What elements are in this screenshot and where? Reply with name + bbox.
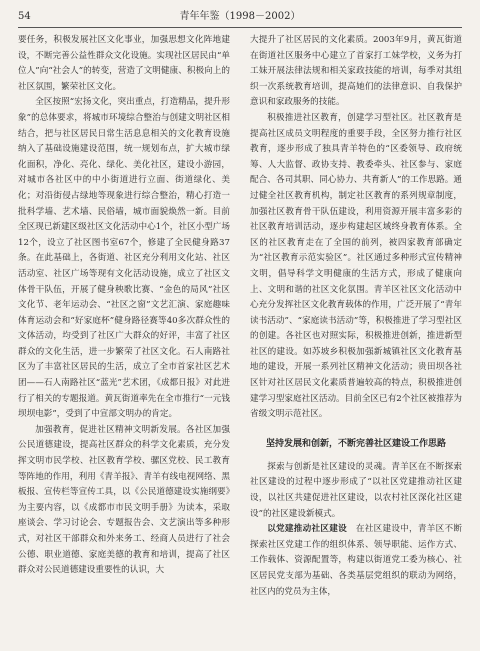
- left-column: [18, 33, 230, 639]
- paragraph-body: 在社区建设中，青羊区不断探索社区党建工作的组织体系、领导职能、运作方式、工作载体、资源配置等，构建以街道党工委为核心、社区居民党支部为基础、各类基层党组织的联动为网络，社区内的党员为主体，: [250, 524, 462, 597]
- paragraph: [250, 522, 462, 600]
- book-title: 青年年鉴（1998－2002）: [179, 11, 301, 22]
- paragraph-lead: 以党建推动社区建设: [267, 524, 347, 535]
- paragraph: 积极推进社区教育，创建学习型社区。社区教育是提高社区成员文明程度的重要手段，全区努力推行社区教育，逐步形成了独具青羊特色的“区委领导、政府统筹、人大监督、政协支持、教委牵头、社区参与、家庭配合、各司其职、同心协力、共育新人”的工作思路。通过健全社区教育机构，制定社区教育的系列规章制度，加强社区教育骨干队伍建设，利用资源开展丰富多彩的社区教育培训活动，逐步构建起区域终身教育体系。全区的社区教育走在了全国的前列，被四家教育部确定为“社区教育示范实验区”。社区通过多种形式宣传精神文明，倡导科学文明健康的生活方式，形成了健康向上、文明和谐的社区文化氛围。青羊区社区文化活动中心充分发挥社区文化教育载体的作用，广泛开展了“青年读书活动”、“家庭读书活动”等，积极推进了学习型社区的创建。各社区也对照实际，积极推进创新，推进新型社区的建设。如苏坡乡积极加强新城镇社区文化教育基地的建设，开展一系列社区精神文化活动；贵田坝各社区针对社区居民文化素质普遍较高的特点，积极推进创建学习型家庭社区活动。目前全区已有2个社区被推荐为省级文明示范社区。: [250, 112, 462, 420]
- section-heading: 坚持发展和创新，不断完善社区建设工作思路: [265, 438, 446, 449]
- paragraph: 探索与创新是社区建设的灵魂。青羊区在不断探索社区建设的过程中逐步形成了“以社区党建推动社区建设，以社区共建促进社区建设，以农村社区深化社区建设”的社区建设新模式。: [250, 461, 462, 519]
- paragraph: 大提升了社区居民的文化素质。2003年9月，黄瓦街道在街道社区服务中心建立了首家打工妹学校，义务为打工妹开展法律法规和相关家政技能的培训，每季对其组织一次系统教育培训，提高她们的法律意识、自我保护意识和家政服务的技能。: [250, 35, 462, 108]
- paragraph: 全区按照“宏扬文化，突出重点，打造精品，提升形象”的总体要求，将城市环境综合整治与创建文明社区相结合，把与社区居民日常生活息息相关的文化教育设施纳入了基础设施建设范围，统一规划布点，扩大城市绿化面积，净化、亮化、绿化、美化社区，建设小游园，对城市各社区中的中小街道进行立面、街道绿化、美化；对沿街侵占绿地等现象进行综合整治，精心打造一批科学墙、艺术墙、民俗墙，城市面貌焕然一新。目前全区现已新建区级社区文化活动中心1个，社区小型广场12个，设立了社区图书室67个，修建了全民健身路37条。在此基础上，各街道、社区充分利用文化站、社区活动室、社区广场等现有文化活动设施，成立了社区文体骨干队伍，开展了健身秧歌比赛、“金色的局风”社区文化节、老年运动会、“社区之窗”文艺汇演、家庭趣味体育运动会和“好家庭杯”健身路径赛等40多次群众性的文体活动，均受到了社区广大群众的好评，丰富了社区群众的文化生活，进一步繁荣了社区文化。石人南路社区为了丰富社区居民的生活，成立了全市首家社区艺术团——石人南路社区“蓝光”艺术团，《成都日报》对此进行了相关的专题报道。黄瓦街道率先在全市推行“一元钱坝坝电影”，受到了中宣部文明办的肯定。: [18, 97, 230, 420]
- paragraph: 要任务，积极发展社区文化事业，加强思想文化阵地建设，不断完善公益性群众文化设施。实现社区居民由“单位人”向“社会人”的转变，营造了文明健康、积极向上的社区氛围，繁荣社区文化。: [18, 35, 230, 92]
- page-number: 54: [18, 11, 31, 22]
- right-column: [250, 33, 462, 639]
- paragraph: 加强教育，促进社区精神文明新发展。各社区加强公民道德建设，提高社区群众的科学文化素质，充分发挥文明市民学校、社区教育学校、骡区党校、民工教育等阵地的作用，利用《青羊报》、青羊有线电视网络、黑板报、宣传栏等宣传工具，以《公民道德建设实施纲要》为主要内容，以《成都市市民文明手册》为读本，采取座谈会、学习讨论会、专题报告会、文艺演出等多种形式，对社区干部群众和外来务工、经商人员进行了社会公德、职业道德、家庭美德的教育和培训，提高了社区群众对公民道德建设重要性的认识，大: [18, 424, 230, 576]
- header-divider: [18, 27, 462, 28]
- running-header: [18, 8, 462, 26]
